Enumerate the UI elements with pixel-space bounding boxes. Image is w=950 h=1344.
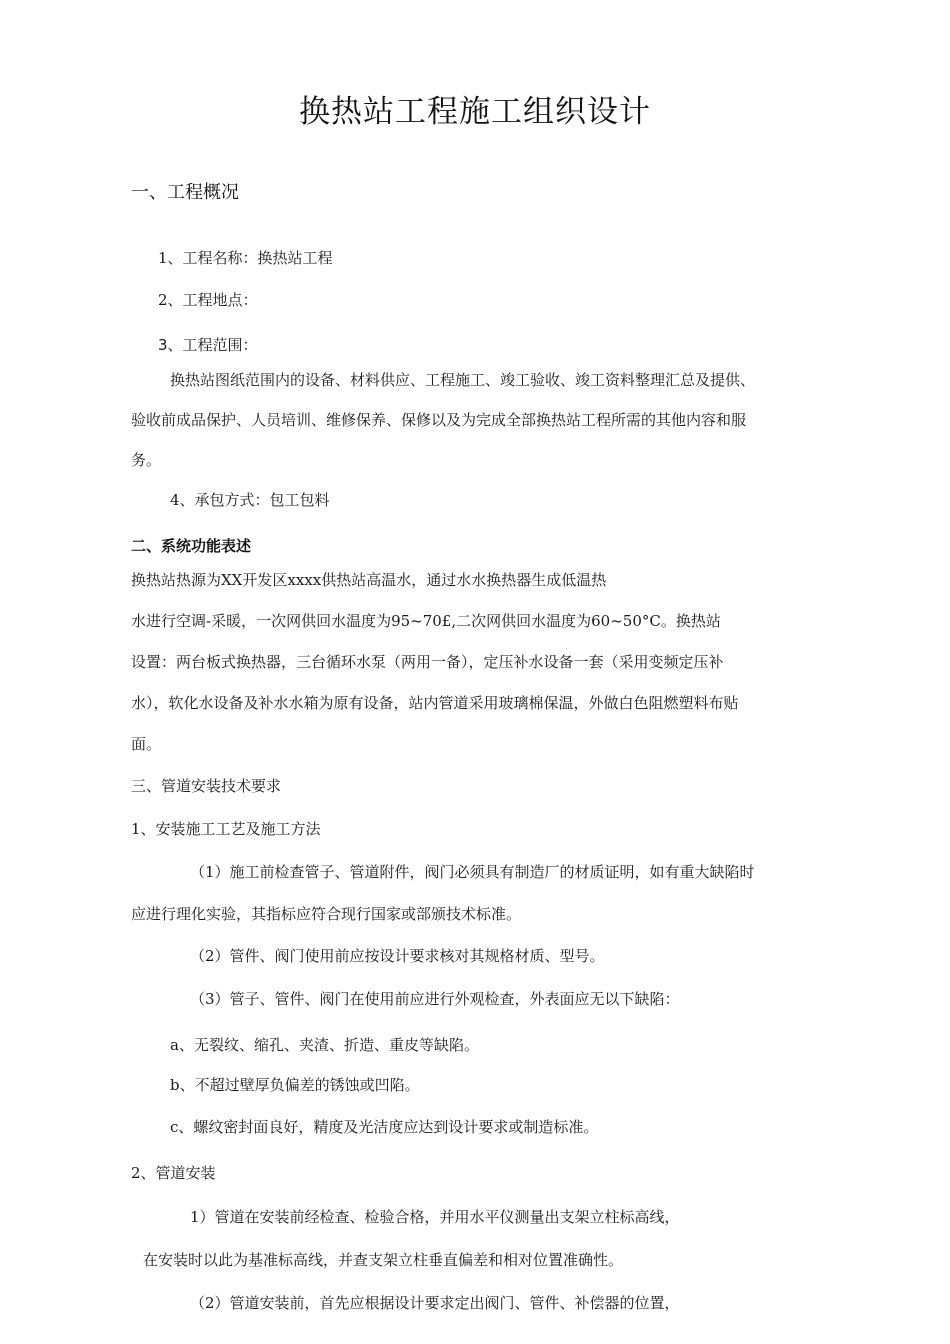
section-heading-overview: 一、工程概况 — [131, 182, 239, 203]
scope-text-line: 换热站图纸范围内的设备、材料供应、工程施工、竣工验收、竣工资料整理汇总及提供、 — [170, 371, 756, 389]
system-text-line: 水），软化水设备及补水水箱为原有设备，站内管道采用玻璃棉保温，外做白色阻燃塑料布贴 — [131, 694, 739, 712]
method-paragraph-line: （1）施工前检查管子、管道附件，阀门必须具有制造厂的材质证明，如有重大缺陷时 — [190, 863, 755, 881]
method-paragraph-line: （2）管件、阀门使用前应按设计要求核对其规格材质、型号。 — [190, 947, 605, 965]
system-text-line: 面。 — [131, 735, 162, 753]
install-paragraph-line: 在安装时以此为基准标高线，并查支架立柱垂直偏差和相对位置准确性。 — [143, 1251, 624, 1269]
scope-text-line: 务。 — [131, 451, 162, 469]
subsection-heading-methods: 1、安装施工工艺及施工方法 — [131, 820, 321, 838]
defect-item-b: b、不超过壁厚负偏差的锈蚀或凹陷。 — [170, 1076, 420, 1094]
install-paragraph-line: （2）管道安装前，首先应根据设计要求定出阀门、管件、补偿器的位置， — [190, 1294, 680, 1312]
section-heading-pipe-install: 三、管道安装技术要求 — [131, 777, 282, 795]
document-title: 换热站工程施工组织设计 — [299, 94, 651, 130]
scope-text-line: 验收前成品保护、人员培训、维修保养、保修以及为完成全部换热站工程所需的其他内容和服 — [131, 411, 747, 429]
project-name: 1、工程名称：换热站工程 — [158, 249, 333, 267]
defect-item-c: c、螺纹密封面良好，精度及光洁度应达到设计要求或制造标准。 — [170, 1118, 599, 1136]
method-paragraph-line: 应进行理化实验，其指标应符合现行国家或部颁技术标准。 — [131, 905, 522, 923]
subsection-heading-pipe-install: 2、管道安装 — [131, 1164, 216, 1182]
defect-item-a: a、无裂纹、缩孔、夹渣、折造、重皮等缺陷。 — [170, 1036, 479, 1054]
contract-type: 4、承包方式：包工包料 — [170, 491, 330, 509]
method-paragraph-line: （3）管子、管件、阀门在使用前应进行外观检查，外表面应无以下缺陷： — [190, 990, 680, 1008]
section-heading-system: 二、系统功能表述 — [131, 537, 252, 555]
system-text-line: 水进行空调-采暖，一次网供回水温度为95~70£,二次网供回水温度为60~50°C。换热站 — [131, 612, 721, 630]
system-text-line: 设置：两台板式换热器，三台循环水泵（两用一备），定压补水设备一套（采用变频定压补 — [131, 653, 724, 671]
system-text-line: 换热站热源为XX开发区xxxx供热站高温水，通过水水换热器生成低温热 — [131, 571, 607, 589]
install-paragraph-line: 1）管道在安装前经检查、检验合格，并用水平仪测量出支架立柱标高线， — [190, 1208, 680, 1226]
project-scope-label: 3、工程范围： — [158, 336, 258, 354]
project-location: 2、工程地点： — [158, 291, 258, 309]
